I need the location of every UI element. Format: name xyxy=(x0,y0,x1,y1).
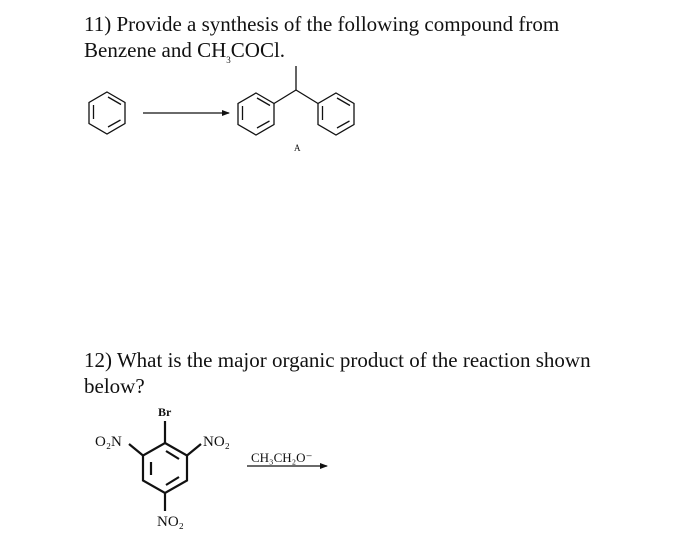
right-nitro-bond xyxy=(187,444,201,456)
question-11-reagent-text: Benzene and CH xyxy=(84,38,227,62)
diphenylethane-product xyxy=(238,66,354,153)
bottom-nitro-label: NO₂ xyxy=(157,514,184,530)
question-12-line-2: below? xyxy=(84,374,145,398)
reaction-arrow-group xyxy=(247,450,327,466)
reagent-label: CH₃CH₂O⁻ xyxy=(251,450,313,465)
product-bond-left xyxy=(274,90,296,104)
question-11-line-1: 11) Provide a synthesis of the following compound from xyxy=(84,12,560,36)
product-left-phenyl-ring xyxy=(238,93,274,135)
trinitrobromobenzene-reactant xyxy=(95,405,230,530)
question-12-line-1: 12) What is the major organic product of the reaction shown xyxy=(84,348,591,372)
methyl-subscript: 3 xyxy=(226,55,231,65)
left-nitro-bond xyxy=(129,444,143,456)
right-nitro-label: NO₂ xyxy=(203,434,230,450)
question-11-reagent-text-end: COCl. xyxy=(230,38,286,62)
benzene-starting-material xyxy=(89,92,125,134)
bromo-substituent-label: Br xyxy=(158,405,172,419)
left-nitro-label: O₂N xyxy=(95,434,122,450)
product-bond-right xyxy=(296,90,318,104)
product-right-phenyl-ring xyxy=(318,93,354,135)
product-label: A xyxy=(294,143,301,153)
